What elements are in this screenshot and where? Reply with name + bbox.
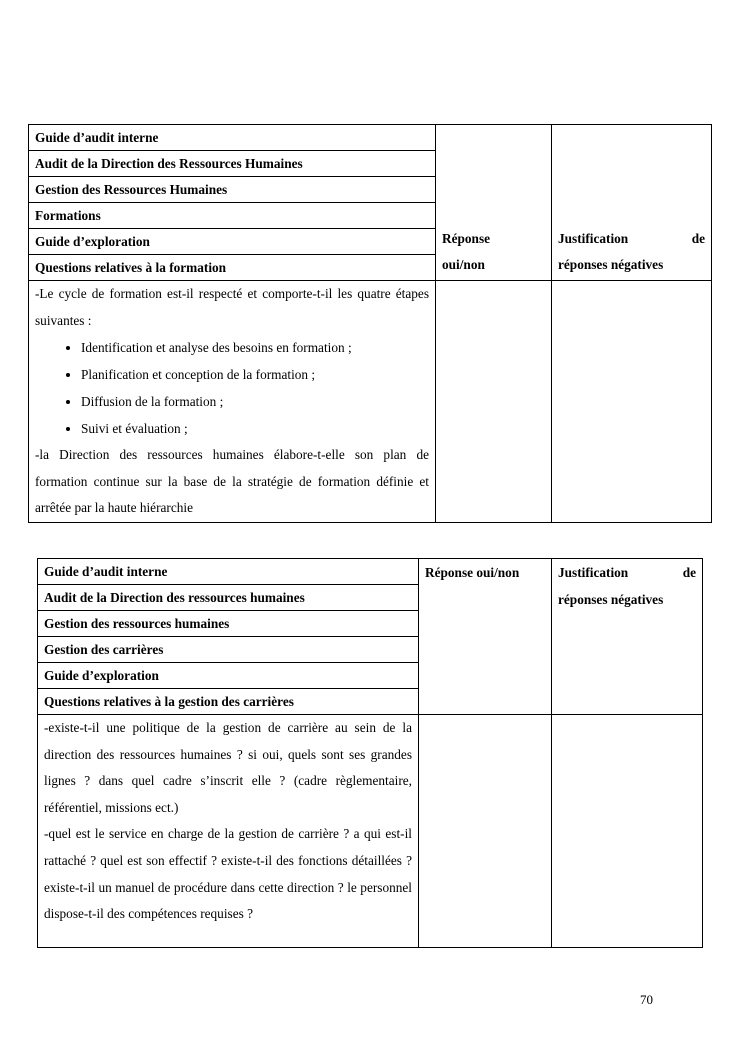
formation-questions-cell: [29, 281, 436, 523]
header-gestion-rh: Gestion des Ressources Humaines: [29, 177, 436, 203]
response-label-line1: Réponse: [442, 231, 491, 246]
justification-line2: réponses négatives: [558, 592, 664, 607]
carriere-questions-cell: [38, 715, 419, 948]
formation-steps-list: [35, 334, 429, 442]
list-item: • Diffusion de la formation ;: [81, 388, 429, 415]
formation-closing: -la Direction des ressources humaines élabore-t-elle son plan de formation continue sur la base de la stratégie de formation définie et arrêtée par la haute hiérarchie: [35, 447, 429, 516]
list-item: • Planification et conception de la formation ;: [81, 361, 429, 388]
response-answer-cell: [419, 715, 552, 948]
justification-word: Justification: [558, 231, 629, 246]
list-item: • Suivi et évaluation ;: [81, 415, 429, 442]
list-item: • Identification et analyse des besoins en formation ;: [81, 334, 429, 361]
justification-answer-cell: [552, 715, 703, 948]
justification-word: Justification: [558, 565, 629, 580]
response-label-line2: oui/non: [442, 257, 485, 272]
response-answer-cell: [436, 281, 552, 523]
header-guide-audit: Guide d’audit interne: [29, 125, 436, 151]
response-column-header: Réponse oui/non: [419, 559, 552, 715]
header-formations: Formations: [29, 203, 436, 229]
header-audit-direction: Audit de la Direction des Ressources Humaines: [29, 151, 436, 177]
header-guide-audit: Guide d’audit interne: [38, 559, 419, 585]
justification-de: de: [682, 565, 696, 580]
justification-answer-cell: [552, 281, 712, 523]
formation-audit-table: [28, 124, 712, 523]
header-gestion-rh: Gestion des ressources humaines: [38, 611, 419, 637]
page-number: 70: [640, 992, 653, 1007]
formation-intro: -Le cycle de formation est-il respecté et comporte-t-il les quatre étapes suivantes :: [35, 286, 429, 328]
header-guide-exploration: Guide d’exploration: [38, 663, 419, 689]
carriere-audit-table: [37, 558, 703, 948]
header-guide-exploration: Guide d’exploration: [29, 229, 436, 255]
justification-column-header: [552, 125, 712, 281]
carriere-para2: -quel est le service en charge de la gestion de carrière ? a qui est-il rattaché ? quel est son effectif ? existe-t-il des fonctions détaillées ? existe-t-il un manuel de procédure dans cette direction ? le personnel dispose-t-il des compétences requises ?: [44, 826, 412, 922]
header-gestion-carrieres: Gestion des carrières: [38, 637, 419, 663]
header-questions-carrieres: Questions relatives à la gestion des carrières: [38, 689, 419, 715]
response-column-header: [436, 125, 552, 281]
header-audit-direction: Audit de la Direction des ressources humaines: [38, 585, 419, 611]
carriere-para1: -existe-t-il une politique de la gestion de carrière au sein de la direction des ressources humaines ? si oui, quels sont ses grandes lignes ? dans quel cadre s’inscrit elle ? (cadre règlementaire, référentiel, missions ect.): [44, 720, 412, 815]
justification-line2: réponses négatives: [558, 257, 664, 272]
justification-de: de: [691, 231, 705, 246]
header-questions-formation: Questions relatives à la formation: [29, 255, 436, 281]
justification-column-header: [552, 559, 703, 715]
